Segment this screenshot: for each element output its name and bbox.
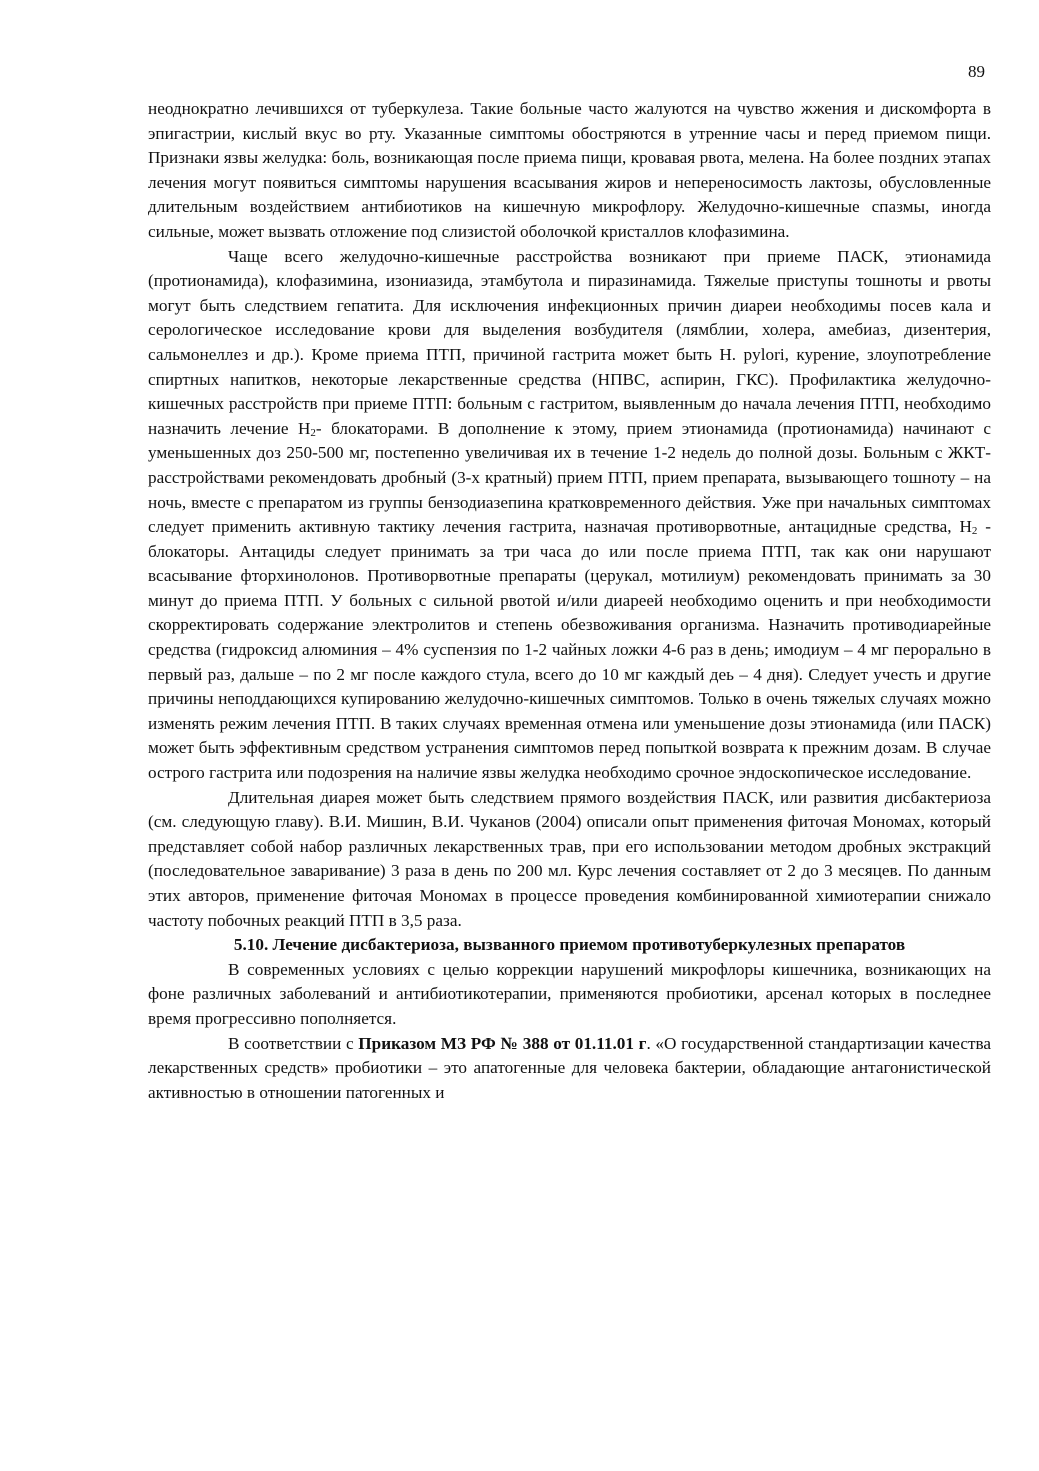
section-heading: 5.10. Лечение дисбактериоза, вызванного приемом противотуберкулезных препаратов	[233, 935, 906, 955]
paragraph-5-after: . «О государственной стандартизации качества лекарственных средств» пробиотики – это апатогенные для человека бактерии, обладающие антагонистической активностью в отношении патогенных и	[148, 1033, 991, 1102]
page-number: 89	[968, 62, 985, 81]
order-reference: Приказом МЗ РФ № 388 от 01.11.01 г	[358, 1033, 647, 1053]
subscript-2: 2	[310, 426, 316, 439]
paragraph-5-before: В соответствии с	[228, 1033, 359, 1053]
paragraph-1: неоднократно лечившихся от туберкулеза. Такие больные часто жалуются на чувство жжения и дискомфорта в эпигастрии, кислый вкус во рту. Указанные симптомы обостряются в утренние часы и перед приемом пищи. Признаки язвы желудка: боль, возникающая после приема пищи, кровавая рвота, мелена. На более поздних этапах лечения могут появиться симптомы нарушения всасывания жиров и непереносимость лактозы, обусловленные длительным воздействием антибиотиков на кишечную микрофлору. Желудочно-кишечные спазмы, иногда сильные, может вызвать отложение под слизистой оболочкой кристаллов клофазимина.	[148, 99, 991, 241]
paragraph-2-part-2: - блокаторами. В дополнение к этому, прием этионамида (протионамида) начинают с уменьшенных доз 250-500 мг, постепенно увеличивая их в течение 1-2 недель до полной дозы. Больным с ЖКТ-расстройствами рекомендовать дробный (3-х кратный) прием ПТП, прием препарата, вызывающего тошноту – на ночь, вместе с препаратом из группы бензодиазепина кратковременного действия. Уже при начальных симптомах следует применить активную тактику лечения гастрита, назначая противорвотные, антацидные средства, Н	[148, 418, 991, 537]
paragraph-2	[148, 245, 991, 786]
paragraph-2-part-1: Чаще всего желудочно-кишечные расстройства возникают при приеме ПАСК, этионамида (протионамида), клофазимина, изониазида, этамбутола и пиразинамида. Тяжелые приступы тошноты и рвоты могут быть следствием гепатита. Для исключения инфекционных причин диареи необходимы посев кала и серологическое исследование крови для выделения возбудителя (лямблии, холера, амебиаз, дизентерия, сальмонеллез и др.). Кроме приема ПТП, причиной гастрита может быть H. pylori, курение, злоупотребление спиртных напитков, некоторые лекарственные средства (НПВС, аспирин, ГКС). Профилактика желудочно-кишечных расстройств при приеме ПТП: больным с гастритом, выявленным до начала лечения ПТП, необходимо назначить лечение Н	[148, 246, 991, 438]
paragraph-3: Длительная диарея может быть следствием прямого воздействия ПАСК, или развития дисбактериоза (см. следующую главу). В.И. Мишин, В.И. Чуканов (2004) описали опыт применения фиточая Мономах, который представляет собой набор различных лекарственных трав, при его использовании методом дробных экстракций (последовательное заваривание) 3 раза в день по 200 мл. Курс лечения составляет от 2 до 3 месяцев. По данным этих авторов, применение фиточая Мономах в процессе проведения комбинированной химиотерапии снижало частоту побочных реакций ПТП в 3,5 раза.	[148, 787, 991, 930]
paragraph-4: В современных условиях с целью коррекции нарушений микрофлоры кишечника, возникающих на фоне различных заболеваний и антибиотикотерапии, применяются пробиотики, арсенал которых в последнее время прогрессивно пополняется.	[148, 959, 991, 1028]
paragraph-2-part-3: - блокаторы. Антациды следует принимать за три часа до или после приема ПТП, так как они нарушают всасывание фторхинолонов. Противорвотные препараты (церукал, мотилиум) рекомендовать принимать за 30 минут до приема ПТП. У больных с сильной рвотой и/или диареей необходимо оценить и при необходимости скорректировать содержание электролитов и степень обезвоживания организма. Назначить противодиарейные средства (гидроксид алюминия – 4% суспензия по 1-2 чайных ложки 4-6 раз в день; имодиум – 4 мг перорально в первый раз, дальше – по 2 мг после каждого стула, всего до 10 мг каждый деь – 4 дня). Следует учесть и другие причины неподдающихся купированию желудочно-кишечных симптомов. Только в очень тяжелых случаях можно изменять режим лечения ПТП. В таких случаях временная отмена или уменьшение дозы этионамида (или ПАСК) может быть эффективным средством устранения симптомов перед попыткой возврата к прежним дозам. В случае острого гастрита или подозрения на наличие язвы желудка необходимо срочное эндоскопическое исследование.	[148, 517, 991, 783]
paragraph-5	[148, 1032, 991, 1106]
document-body	[148, 97, 991, 1105]
subscript-2: 2	[971, 525, 978, 538]
